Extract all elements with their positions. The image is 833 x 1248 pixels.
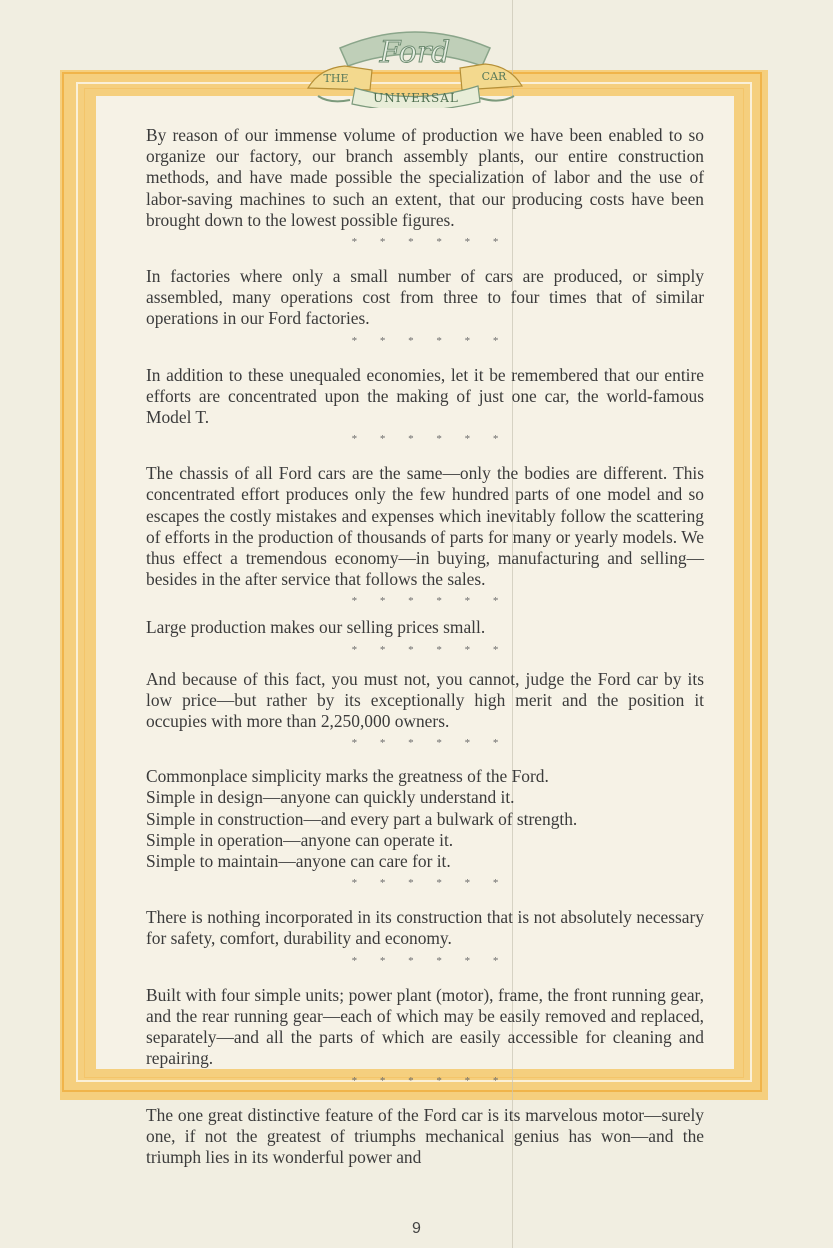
logo-banner-text: UNIVERSAL [373,91,459,105]
separator-stars: * * * * * * [351,954,509,967]
paragraph-four-units: Built with four simple units; power plant (motor), frame, the front running gear, and the rear running gear—each of which may be easily removed and replaced, separately—and all the parts of which are easily accessible for cleaning and repairing. [146,984,704,1069]
paragraph-large-production: Large production makes our selling prices small. [146,617,486,638]
simplicity-line: Simple in construction—and every part a bulwark of strength. [146,808,578,829]
simplicity-line: Simple in design—anyone can quickly understand it. [146,787,515,808]
paragraph-chassis: The chassis of all Ford cars are the same—only the bodies are different. This concentrated effort produces only the few hundred parts of one model and so escapes the costly mistakes and expenses which inevitably follow the scattering of efforts in the production of thousands of parts for many or yearly models. We thus effect a tremendous economy—in buying, manufacturing and selling—besides in the after service that follows the sales. [146,463,704,590]
separator-stars: * * * * * * [351,877,509,890]
separator-stars: * * * * * * [351,433,509,446]
paragraph-low-price: And because of this fact, you must not, you cannot, judge the Ford car by its low price—but rather by its exceptionally high merit and the position it occupies with more than 2,250,000 owners. [146,668,704,732]
paragraph-motor: The one great distinctive feature of the Ford car is its marvelous motor—surely one, if not the greatest of triumphs mechanical genius has won—and the triumph lies in its wonderful power and [146,1104,704,1167]
simplicity-line: Simple to maintain—anyone can care for it. [146,851,451,872]
article-body [146,125,704,1168]
simplicity-line: Simple in operation—anyone can operate it. [146,829,454,850]
separator-stars: * * * * * * [351,334,509,347]
paragraph-necessary: There is nothing incorporated in its construction that is not absolutely necessary for safety, comfort, durability and economy. [146,907,704,949]
separator-stars: * * * * * * [351,236,509,249]
logo-left-text: THE [323,72,349,85]
separator-stars: * * * * * * [351,737,509,750]
ford-universal-car-logo [300,18,530,108]
logo-right-text: CAR [481,70,507,83]
separator-stars: * * * * * * [351,643,509,656]
paragraph-production: By reason of our immense volume of production we have been enabled to so organize our factory, our branch assembly plants, our entire construction methods, and have made possible the specialization of labor and the use of labor-saving machines to such an extent, that our producing costs have been brought down to the lowest possible figures. [146,125,704,230]
separator-stars: * * * * * * [351,1074,509,1087]
paragraph-factories: In factories where only a small number of cars are produced, or simply assembled, many operations cost from three to four times that of similar operations in our Ford factories. [146,266,704,329]
separator-stars: * * * * * * [351,595,509,608]
paragraph-economies: In addition to these unequaled economies, let it be remembered that our entire efforts are concentrated upon the making of just one car, the world-famous Model T. [146,364,704,428]
logo-script-text: Ford [379,35,451,70]
page-number: 9 [412,1220,421,1237]
simplicity-line: Commonplace simplicity marks the greatness of the Ford. [146,766,549,787]
